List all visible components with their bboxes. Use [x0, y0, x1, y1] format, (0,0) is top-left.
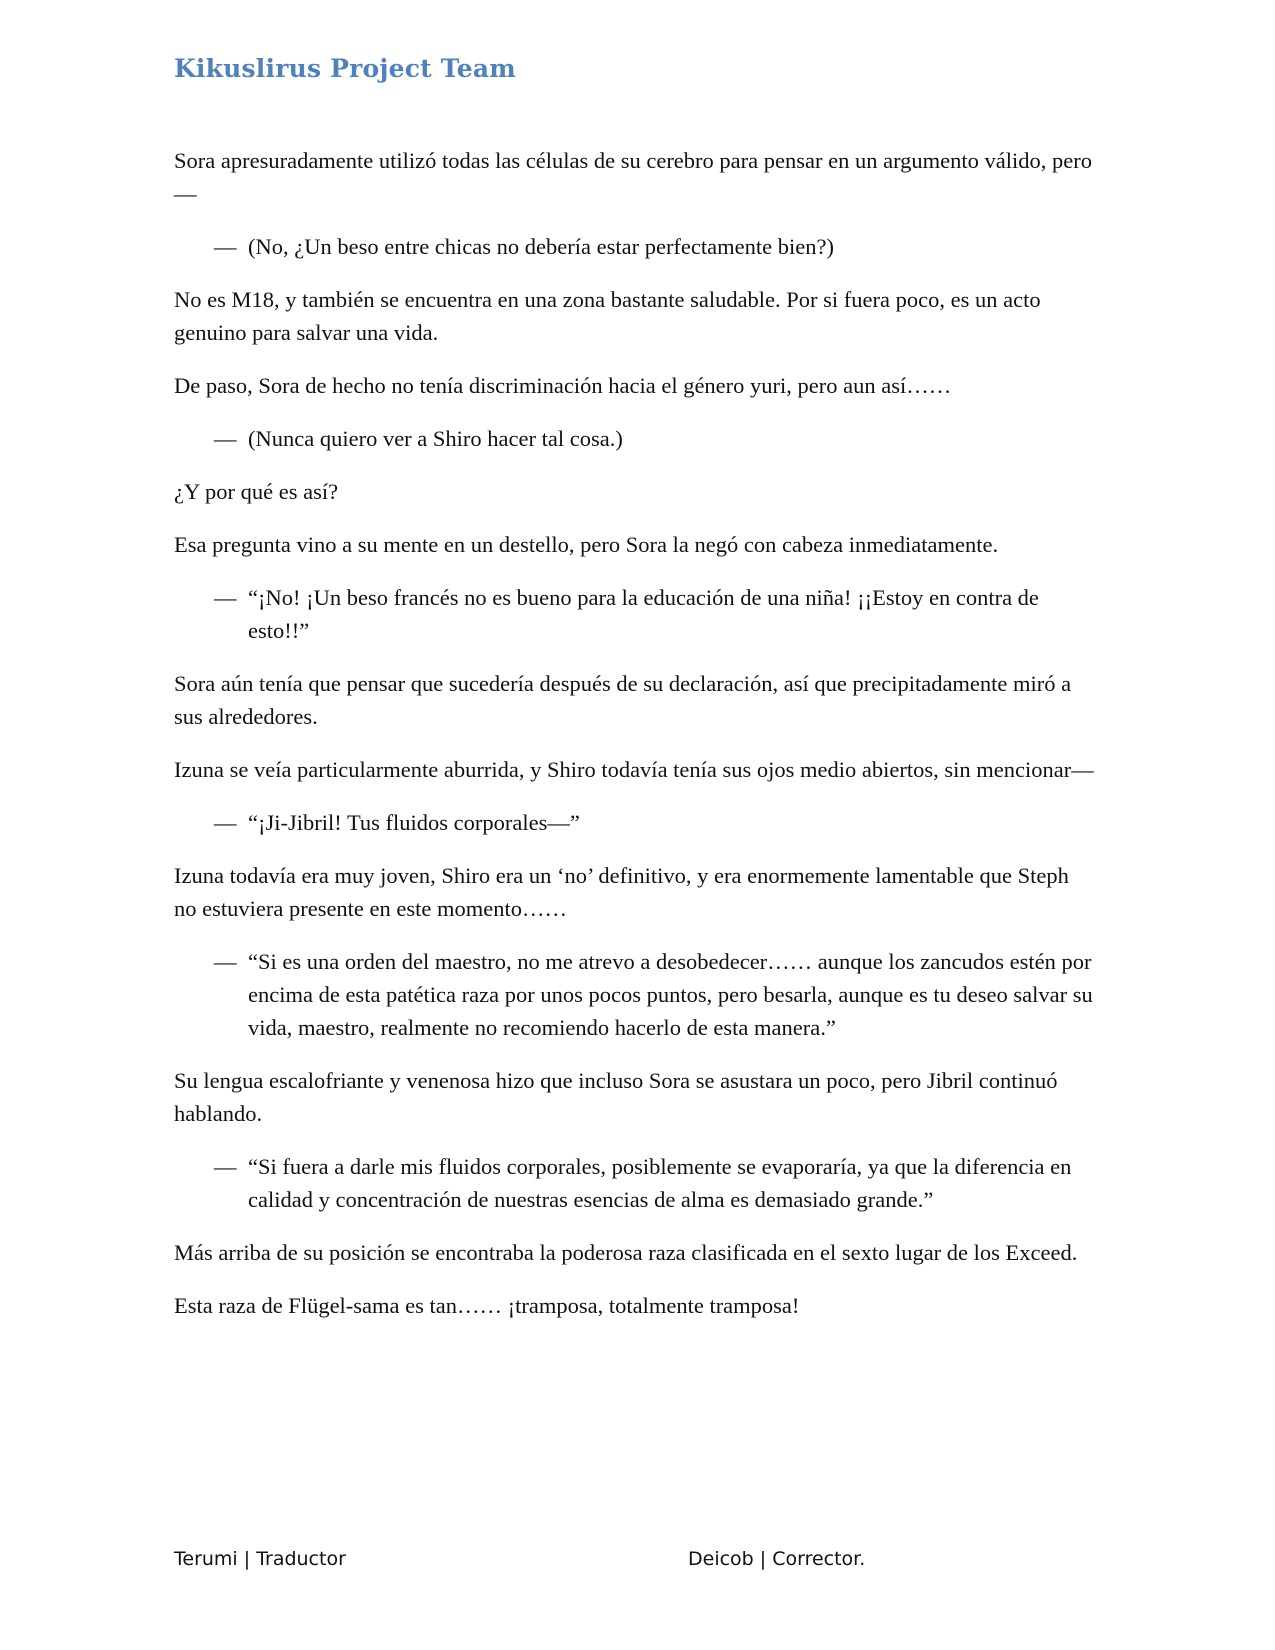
- paragraph: De paso, Sora de hecho no tenía discriminación hacia el género yuri, pero aun así……: [174, 373, 952, 398]
- dialogue-dash: —: [214, 234, 237, 259]
- paragraph: No es M18, y también se encuentra en una zona bastante saludable. Por si fuera poco, es un acto genuino para salvar una vida.: [174, 287, 1041, 345]
- dialogue-line: [174, 806, 1094, 839]
- dialogue-text: “Si es una orden del maestro, no me atrevo a desobedecer…… aunque los zancudos estén por encima de esta patética raza por unos pocos puntos, pero besarla, aunque es tu deseo salvar su vida, maestro, realmente no recomiendo hacerlo de esta manera.”: [248, 949, 1093, 1040]
- paragraph: Esa pregunta vino a su mente en un destello, pero Sora la negó con cabeza inmediatamente.: [174, 532, 999, 557]
- footer-proofreader: Deicob | Corrector.: [688, 1548, 866, 1570]
- dialogue-text: (No, ¿Un beso entre chicas no debería estar perfectamente bien?): [248, 234, 834, 259]
- footer-translator: Terumi | Traductor: [174, 1548, 346, 1570]
- dialogue-line: [174, 230, 1094, 263]
- dialogue-dash: —: [214, 1154, 237, 1179]
- body-text: [174, 144, 1094, 1342]
- dialogue-line: [174, 422, 1094, 455]
- paragraph: Sora aún tenía que pensar que sucedería después de su declaración, así que precipitadamente miró a sus alrededores.: [174, 671, 1072, 729]
- dialogue-dash: —: [214, 585, 237, 610]
- dialogue-dash: —: [214, 810, 237, 835]
- dialogue-text: “Si fuera a darle mis fluidos corporales, posiblemente se evaporaría, ya que la diferencia en calidad y concentración de nuestras esencias de alma es demasiado grande.”: [248, 1154, 1072, 1212]
- dialogue-dash: —: [214, 426, 237, 451]
- paragraph: Sora apresuradamente utilizó todas las células de su cerebro para pensar en un argumento válido, pero—: [174, 148, 1092, 206]
- paragraph: Más arriba de su posición se encontraba la poderosa raza clasificada en el sexto lugar de los Exceed.: [174, 1240, 1078, 1265]
- dialogue-dash: —: [214, 949, 237, 974]
- paragraph: Izuna se veía particularmente aburrida, y Shiro todavía tenía sus ojos medio abiertos, sin mencionar—: [174, 757, 1094, 782]
- paragraph: Izuna todavía era muy joven, Shiro era un ‘no’ definitivo, y era enormemente lamentable que Steph no estuviera presente en este momento……: [174, 863, 1069, 921]
- dialogue-text: (Nunca quiero ver a Shiro hacer tal cosa.): [248, 426, 623, 451]
- paragraph: ¿Y por qué es así?: [174, 479, 339, 504]
- dialogue-line: [174, 581, 1094, 647]
- dialogue-text: “¡No! ¡Un beso francés no es bueno para la educación de una niña! ¡¡Estoy en contra de esto!!”: [248, 585, 1039, 643]
- header-title: Kikuslirus Project Team: [174, 54, 516, 83]
- dialogue-line: [174, 1150, 1094, 1216]
- dialogue-line: [174, 945, 1094, 1044]
- paragraph: Su lengua escalofriante y venenosa hizo que incluso Sora se asustara un poco, pero Jibril continuó hablando.: [174, 1068, 1058, 1126]
- dialogue-text: “¡Ji-Jibril! Tus fluidos corporales—”: [248, 810, 580, 835]
- paragraph: Esta raza de Flügel-sama es tan…… ¡tramposa, totalmente tramposa!: [174, 1293, 800, 1318]
